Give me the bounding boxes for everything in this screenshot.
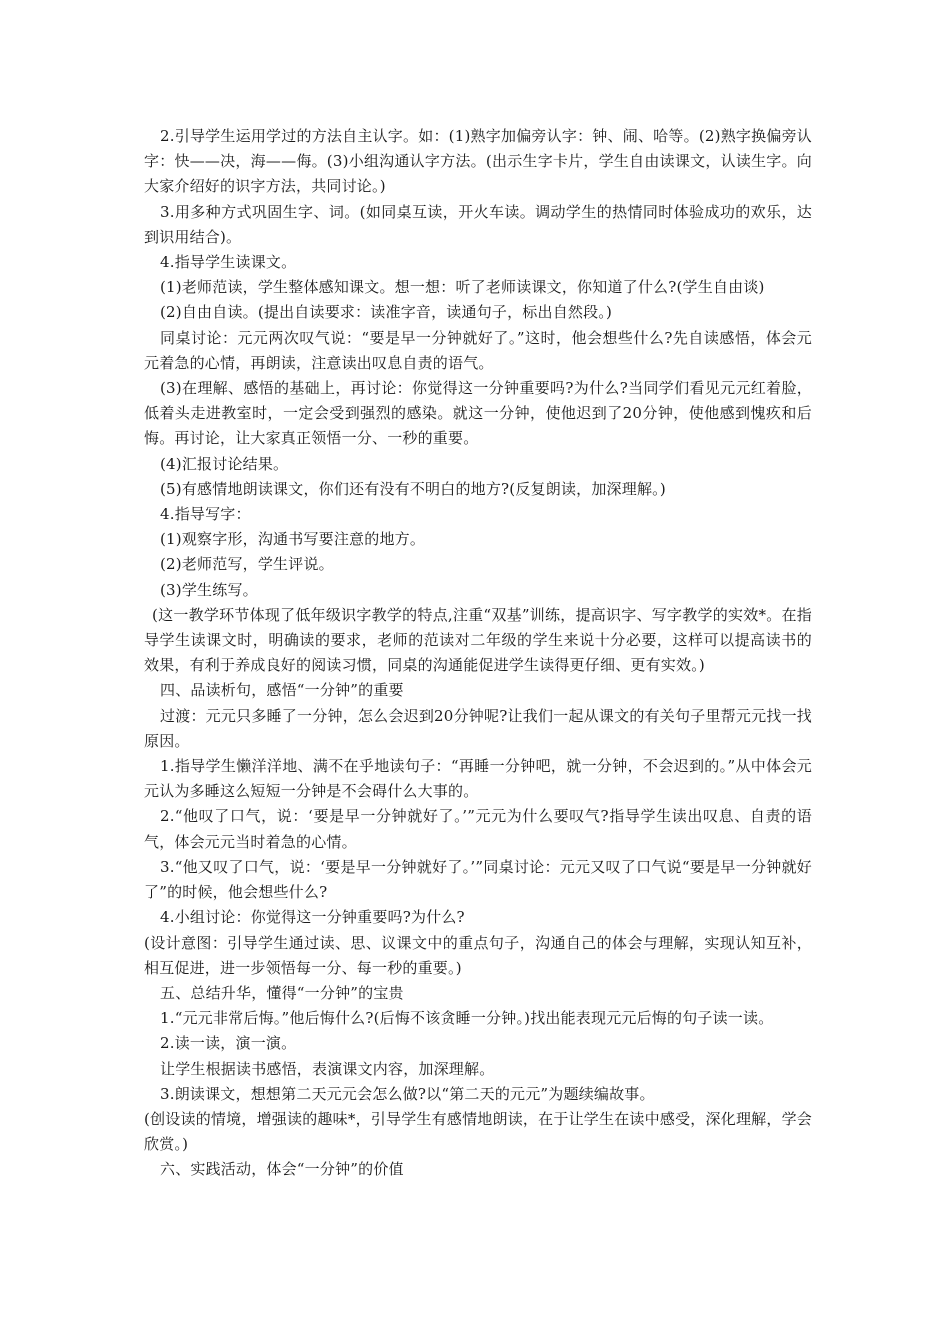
paragraph: 2.引导学生运用学过的方法自主认字。如：(1)熟字加偏旁认字：钟、闹、哈等。(2)熟字换偏旁认字：快——决，海——侮。(3)小组沟通认字方法。(出示生字卡片，学生自由读课文，认读生字。向大家介绍好的识字方法，共同讨论。) — [144, 127, 812, 196]
paragraph: 3.“他又叹了口气，说：‘要是早一分钟就好了。’”同桌讨论：元元又叹了口气说“要是早一分钟就好了”的时候，他会想些什么? — [144, 857, 812, 902]
paragraph: 4.指导写字： — [160, 505, 251, 524]
paragraph: 2.“他叹了口气，说：‘要是早一分钟就好了。’”元元为什么要叹气?指导学生读出叹息、自责的语气，体会元元当时着急的心情。 — [144, 807, 812, 851]
paragraph: (1)老师范读，学生整体感知课文。想一想：听了老师读课文，你知道了什么?(学生自由谈) — [160, 278, 765, 297]
paragraph: 4.指导学生读课文。 — [160, 253, 297, 272]
paragraph: 过渡：元元只多睡了一分钟，怎么会迟到20分钟呢?让我们一起从课文的有关句子里帮元元找一找原因。 — [144, 706, 812, 750]
paragraph: (2)老师范写，学生评说。 — [160, 555, 334, 574]
paragraph: (4)汇报讨论结果。 — [160, 454, 289, 473]
paragraph: 3.朗读课文，想想第二天元元会怎么做?以“第二天的元元”为题续编故事。 — [160, 1084, 655, 1103]
section-heading: 六、实践活动，体会“一分钟”的价值 — [160, 1160, 404, 1179]
document-body — [144, 124, 812, 1183]
section-heading: 五、总结升华，懂得“一分钟”的宝贵 — [160, 983, 404, 1002]
paragraph: (3)学生练写。 — [160, 580, 258, 599]
paragraph: (5)有感情地朗读课文，你们还有没有不明白的地方?(反复朗读，加深理解。) — [160, 479, 666, 498]
paragraph: 2.读一读，演一演。 — [160, 1034, 297, 1053]
paragraph: 1.指导学生懒洋洋地、满不在乎地读句子：“再睡一分钟吧，就一分钟，不会迟到的。”从中体会元元认为多睡这么短短一分钟是不会碍什么大事的。 — [144, 757, 812, 801]
paragraph: 1.“元元非常后悔。”他后悔什么?(后悔不该贪睡一分钟。)找出能表现元元后悔的句子读一读。 — [160, 1009, 774, 1028]
paragraph: (3)在理解、感悟的基础上，再讨论：你觉得这一分钟重要吗?为什么?当同学们看见元元红着脸，低着头走进教室时，一定会受到强烈的感染。就这一分钟，使他迟到了20分钟，使他感到愧疚和后悔。再讨论，让大家真正领悟一分、一秒的重要。 — [144, 379, 812, 448]
paragraph: 3.用多种方式巩固生字、词。(如同桌互读，开火车读。调动学生的热情同时体验成功的欢乐，达到识用结合)。 — [144, 202, 812, 246]
paragraph: (1)观察字形，沟通书写要注意的地方。 — [160, 530, 426, 549]
paragraph: (这一教学环节体现了低年级识字教学的特点,注重“双基”训练，提高识字、写字教学的实效*。在指导学生读课文时，明确读的要求，老师的范读对二年级的学生来说十分必要，这样可以提高读书的效果，有利于养成良好的阅读习惯，同桌的沟通能促进学生读得更仔细、更有实效。) — [144, 605, 812, 675]
paragraph: 4.小组讨论：你觉得这一分钟重要吗?为什么? — [160, 908, 465, 927]
paragraph: (设计意图：引导学生通过读、思、议课文中的重点句子，沟通自己的体会与理解，实现认知互补，相互促进，进一步领悟每一分、每一秒的重要。) — [144, 933, 812, 977]
section-heading: 四、品读析句，感悟“一分钟”的重要 — [160, 681, 404, 700]
paragraph: (创设读的情境，增强读的趣味*，引导学生有感情地朗读，在于让学生在读中感受，深化理解，学会欣赏。) — [144, 1109, 812, 1154]
paragraph: 同桌讨论：元元两次叹气说：“要是早一分钟就好了。”这时，他会想些什么?先自读感悟，体会元元着急的心情，再朗读，注意读出叹息自责的语气。 — [144, 328, 812, 372]
paragraph: 让学生根据读书感悟，表演课文内容，加深理解。 — [160, 1059, 495, 1078]
paragraph: (2)自由自读。(提出自读要求：读准字音，读通句子，标出自然段。) — [160, 303, 613, 322]
